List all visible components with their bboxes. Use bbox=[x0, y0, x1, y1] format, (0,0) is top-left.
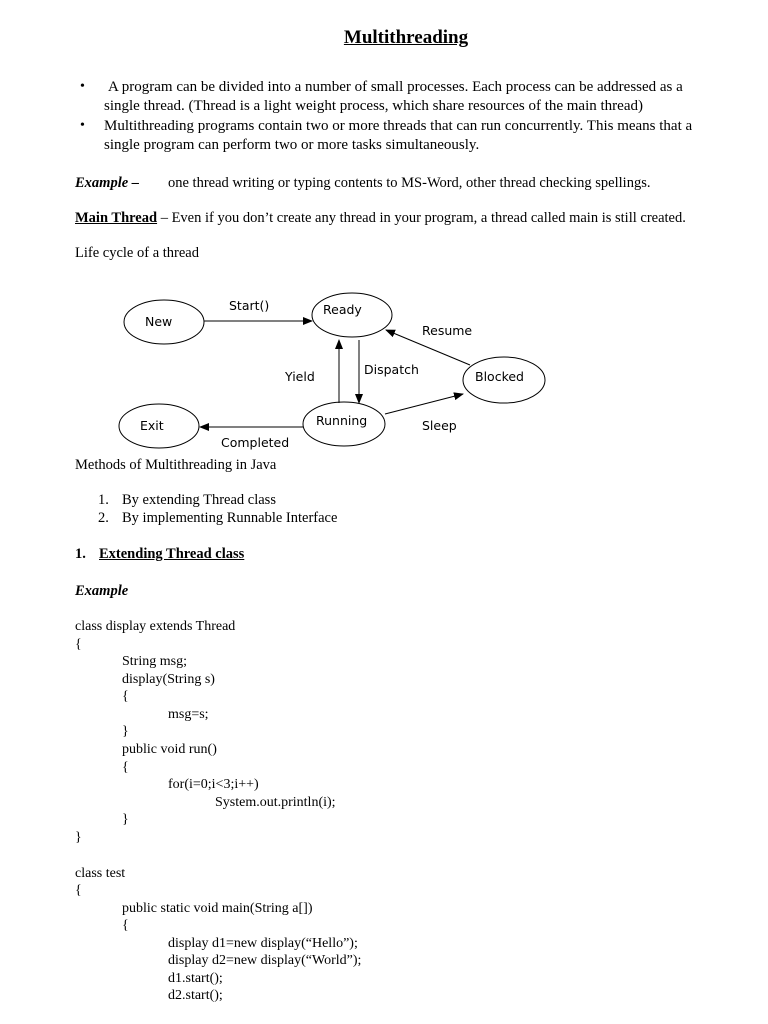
code-line-16: public static void main(String a[]) bbox=[122, 901, 313, 916]
methods-heading: Methods of Multithreading in Java bbox=[75, 457, 277, 473]
code-line-1: class display extends Thread bbox=[75, 619, 236, 634]
state-blocked-label: Blocked bbox=[475, 369, 524, 384]
code-line-3: String msg; bbox=[122, 654, 187, 669]
example-label: Example bbox=[75, 175, 129, 191]
method-2-text: By implementing Runnable Interface bbox=[122, 510, 338, 526]
example-text: one thread writing or typing contents to MS-Word, other thread checking spellings. bbox=[168, 175, 651, 191]
code-line-2: { bbox=[75, 637, 82, 652]
code-line-9: { bbox=[122, 760, 129, 775]
code-line-17: { bbox=[122, 918, 129, 933]
lifecycle-heading: Life cycle of a thread bbox=[75, 245, 199, 261]
bullet-1-line-1: A program can be divided into a number of small processes. Each process can be addressed as a bbox=[108, 79, 683, 95]
example-heading: Example bbox=[75, 583, 129, 599]
section-1-num: 1. bbox=[75, 546, 86, 562]
state-ready-label: Ready bbox=[323, 302, 362, 317]
code-line-18: display d1=new display(“Hello”); bbox=[168, 936, 358, 951]
transition-dispatch-label: Dispatch bbox=[364, 362, 419, 377]
main-thread-label: Main Thread bbox=[75, 210, 158, 226]
method-2-num: 2. bbox=[98, 510, 109, 526]
state-new-label: New bbox=[145, 314, 173, 329]
code-line-7: } bbox=[122, 724, 129, 739]
code-line-12: } bbox=[122, 812, 129, 827]
transition-start-label: Start() bbox=[229, 298, 270, 313]
arrow-sleep bbox=[385, 394, 463, 414]
transition-completed-label: Completed bbox=[221, 435, 290, 450]
bullet-2-line-1: Multithreading programs contain two or more threads that can run concurrently. This means that a bbox=[104, 118, 693, 134]
main-thread-text: – Even if you don’t create any thread in your program, a thread called main is still created. bbox=[160, 210, 686, 226]
code-line-8: public void run() bbox=[122, 742, 217, 757]
code-line-15: { bbox=[75, 883, 82, 898]
code-line-19: display d2=new display(“World”); bbox=[168, 953, 362, 968]
method-1-num: 1. bbox=[98, 492, 109, 508]
bullet-marker: • bbox=[80, 118, 85, 133]
state-running-label: Running bbox=[316, 413, 368, 428]
bullet-2-line-2: single program can perform two or more tasks simultaneously. bbox=[104, 137, 480, 153]
method-1-text: By extending Thread class bbox=[122, 492, 276, 508]
code-line-13: } bbox=[75, 830, 82, 845]
bullet-marker: • bbox=[80, 79, 85, 94]
code-line-21: d2.start(); bbox=[168, 988, 223, 1003]
page-title: Multithreading bbox=[343, 27, 469, 48]
state-exit-label: Exit bbox=[140, 418, 164, 433]
code-line-20: d1.start(); bbox=[168, 971, 223, 986]
transition-sleep-label: Sleep bbox=[422, 418, 457, 433]
code-line-10: for(i=0;i<3;i++) bbox=[168, 777, 259, 792]
code-line-6: msg=s; bbox=[168, 707, 209, 722]
example-dash: – bbox=[131, 175, 140, 191]
transition-yield-label: Yield bbox=[285, 369, 315, 384]
bullet-1-line-2: single thread. (Thread is a light weight process, which share resources of the main thread) bbox=[104, 98, 643, 114]
code-line-11: System.out.println(i); bbox=[215, 795, 336, 810]
section-1-title: Extending Thread class bbox=[99, 546, 245, 562]
code-line-5: { bbox=[122, 689, 129, 704]
code-line-4: display(String s) bbox=[122, 672, 215, 687]
code-line-14: class test bbox=[75, 866, 126, 881]
transition-resume-label: Resume bbox=[422, 323, 473, 338]
